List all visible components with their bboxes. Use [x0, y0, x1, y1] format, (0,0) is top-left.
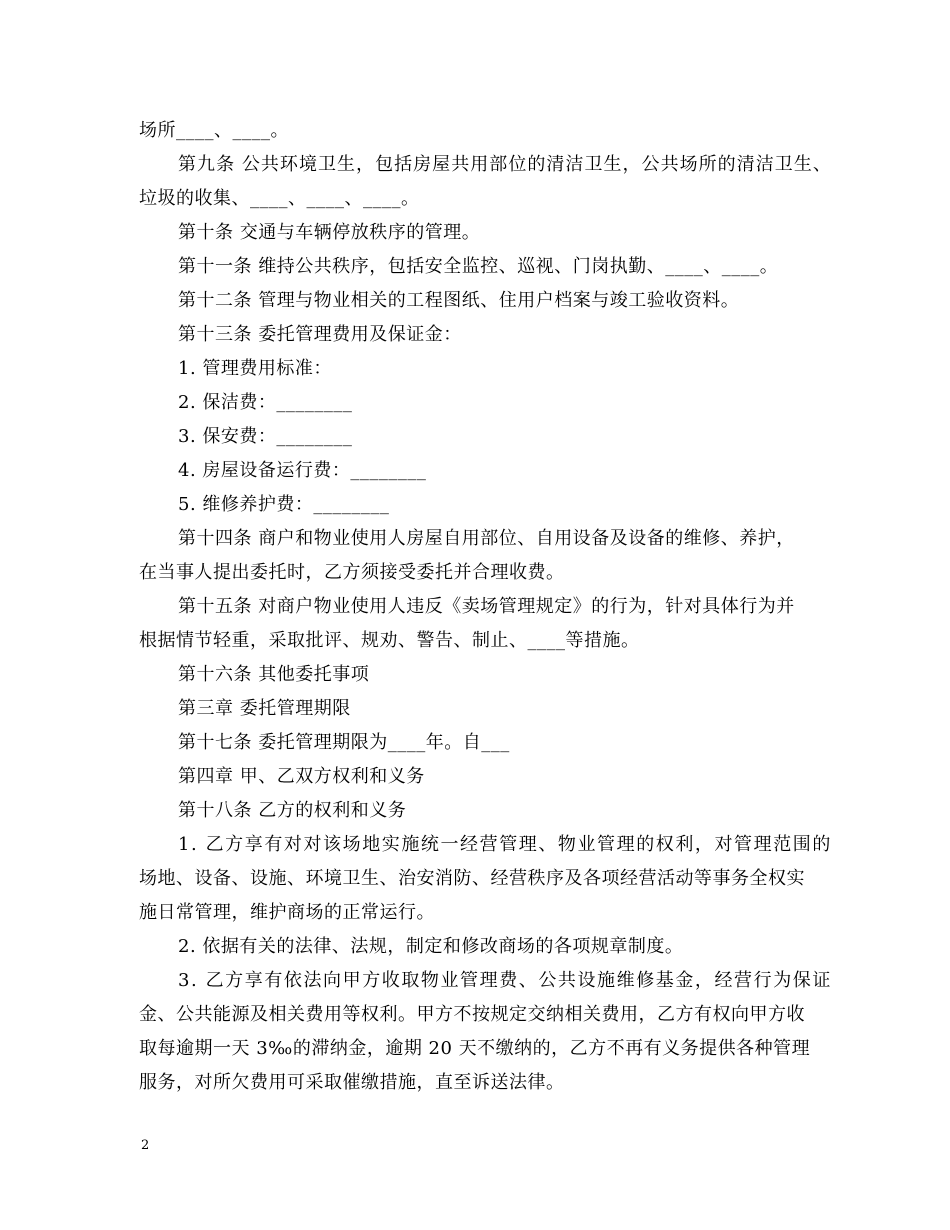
text-line: 场所____、____。: [139, 120, 289, 141]
text-line: 第十一条 维持公共秩序，包括安全监控、巡视、门岗执勤、____、____。: [178, 256, 779, 277]
list-item: 5. 维修养护费：________: [178, 494, 390, 515]
text-line: 施日常管理，维护商场的正常运行。: [139, 902, 435, 923]
text-line: 垃圾的收集、____、____、____。: [139, 188, 420, 209]
text-line: 在当事人提出委托时，乙方须接受委托并合理收费。: [139, 562, 565, 583]
text-line: 取每逾期一天 3‰的滞纳金，逾期 20 天不缴纳的，乙方不再有义务提供各种管理: [139, 1038, 811, 1059]
text-line: 第十七条 委托管理期限为____年。自___: [178, 732, 510, 753]
list-item: 3. 乙方享有依法向甲方收取物业管理费、公共设施维修基金，经营行为保证: [178, 970, 832, 991]
list-item: 1. 乙方享有对对该场地实施统一经营管理、物业管理的权利，对管理范围的: [178, 834, 832, 855]
list-item: 4. 房屋设备运行费：________: [178, 460, 427, 481]
text-line: 第十八条 乙方的权利和义务: [178, 800, 407, 821]
text-line: 根据情节轻重，采取批评、规劝、警告、制止、____等措施。: [139, 630, 640, 651]
text-line: 第十五条 对商户物业使用人违反《卖场管理规定》的行为，针对具体行为并: [178, 596, 795, 617]
list-item: 2. 依据有关的法律、法规，制定和修改商场的各项规章制度。: [178, 936, 684, 957]
chapter-heading: 第三章 委托管理期限: [178, 698, 351, 719]
page-number: 2: [141, 1138, 150, 1153]
list-item: 2. 保洁费：________: [178, 392, 353, 413]
text-line: 场地、设备、设施、环境卫生、治安消防、经营秩序及各项经营活动等事务全权实: [139, 868, 805, 889]
text-line: 第十三条 委托管理费用及保证金：: [178, 324, 462, 345]
text-line: 金、公共能源及相关费用等权利。甲方不按规定交纳相关费用，乙方有权向甲方收: [139, 1004, 805, 1025]
text-line: 第九条 公共环境卫生，包括房屋共用部位的清洁卫生，公共场所的清洁卫生、: [178, 154, 832, 175]
text-line: 第十六条 其他委托事项: [178, 664, 370, 685]
chapter-heading: 第四章 甲、乙双方权利和义务: [178, 766, 425, 787]
text-line: 服务，对所欠费用可采取催缴措施，直至诉送法律。: [139, 1072, 565, 1093]
list-item: 1. 管理费用标准：: [178, 358, 332, 379]
list-item: 3. 保安费：________: [178, 426, 353, 447]
text-line: 第十二条 管理与物业相关的工程图纸、住用户档案与竣工验收资料。: [178, 290, 740, 311]
text-line: 第十条 交通与车辆停放秩序的管理。: [178, 222, 481, 243]
text-line: 第十四条 商户和物业使用人房屋自用部位、自用设备及设备的维修、养护，: [178, 528, 795, 549]
